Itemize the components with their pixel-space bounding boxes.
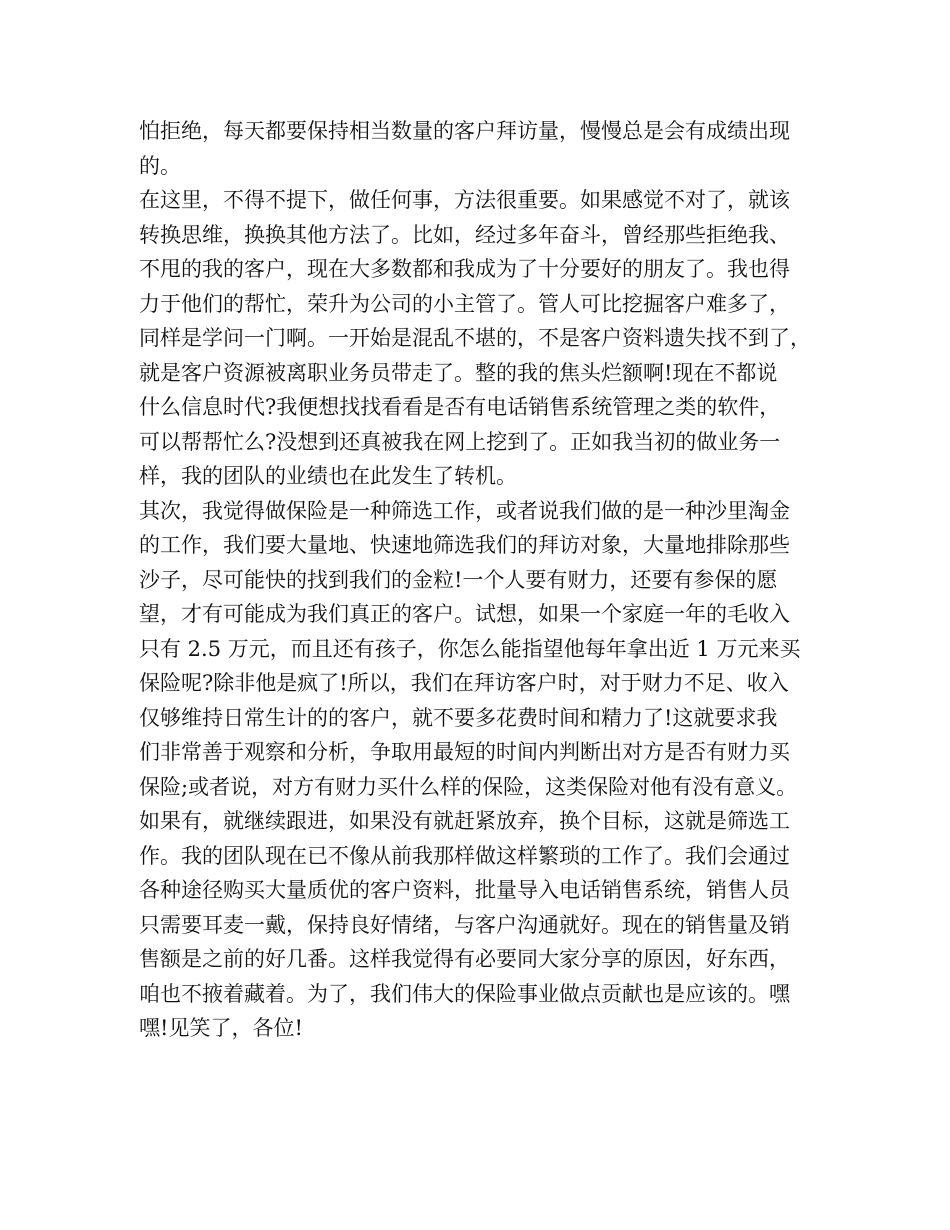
text-line: 力于他们的帮忙，荣升为公司的小主管了。管人可比挖掘客户难多了， bbox=[139, 291, 790, 316]
text-line: 怕拒绝，每天都要保持相当数量的客户拜访量，慢慢总是会有成绩出现 bbox=[139, 119, 790, 143]
text-line: 同样是学问一门啊。一开始是混乱不堪的，不是客户资料遗失找不到了， bbox=[139, 326, 811, 350]
text-line: 可以帮帮忙么?没想到还真被我在网上挖到了。正如我当初的做业务一 bbox=[139, 429, 781, 454]
text-line: 咱也不掖着藏着。为了，我们伟大的保险事业做点贡献也是应该的。嘿 bbox=[139, 981, 790, 1006]
text-line: 望，才有可能成为我们真正的客户。试想，如果一个家庭一年的毛收入 bbox=[139, 602, 790, 626]
text-line: 保险;或者说，对方有财力买什么样的保险，这类保险对他有没有意义。 bbox=[139, 774, 798, 799]
text-line: 作。我的团队现在已不像从前我那样做这样繁琐的工作了。我们会通过 bbox=[139, 843, 790, 868]
text-line: 只需要耳麦一戴，保持良好情绪，与客户沟通就好。现在的销售量及销 bbox=[139, 912, 790, 937]
text-line: 售额是之前的好几番。这样我觉得有必要同大家分享的原因，好东西， bbox=[139, 947, 790, 971]
text-line: 的。 bbox=[139, 153, 181, 178]
text-line: 什么信息时代?我便想找找看看是否有电话销售系统管理之类的软件， bbox=[139, 395, 781, 419]
text-line: 们非常善于观察和分析，争取用最短的时间内判断出对方是否有财力买 bbox=[139, 740, 790, 764]
text-line: 沙子，尽可能快的找到我们的金粒!一个人要有财力，还要有参保的愿 bbox=[139, 567, 778, 592]
text-line: 仅够维持日常生计的的客户，就不要多花费时间和精力了!这就要求我 bbox=[139, 705, 778, 730]
text-line: 转换思维，换换其他方法了。比如，经过多年奋斗，曾经那些拒绝我、 bbox=[139, 222, 790, 247]
text-line: 样，我的团队的业绩也在此发生了转机。 bbox=[139, 464, 517, 488]
text-line: 保险呢?除非他是疯了!所以，我们在拜访客户时，对于财力不足、收入 bbox=[139, 671, 789, 695]
text-line: 嘿!见笑了，各位! bbox=[139, 1016, 303, 1040]
text-line: 只有 2.5 万元，而且还有孩子，你怎么能指望他每年拿出近 1 万元来买 bbox=[139, 636, 801, 661]
text-line: 在这里，不得不提下，做任何事，方法很重要。如果感觉不对了，就该 bbox=[139, 188, 790, 212]
text-line: 其次，我觉得做保险是一种筛选工作，或者说我们做的是一种沙里淘金 bbox=[139, 498, 790, 523]
text-line: 的工作，我们要大量地、快速地筛选我们的拜访对象，大量地排除那些 bbox=[139, 533, 790, 557]
text-line: 就是客户资源被离职业务员带走了。整的我的焦头烂额啊!现在不都说 bbox=[139, 360, 778, 385]
text-line: 各种途径购买大量质优的客户资料，批量导入电话销售系统，销售人员 bbox=[139, 878, 790, 902]
body-text bbox=[139, 114, 839, 1046]
text-line: 如果有，就继续跟进，如果没有就赶紧放弃，换个目标，这就是筛选工 bbox=[139, 809, 790, 833]
text-line: 不甩的我的客户，现在大多数都和我成为了十分要好的朋友了。我也得 bbox=[139, 257, 790, 281]
